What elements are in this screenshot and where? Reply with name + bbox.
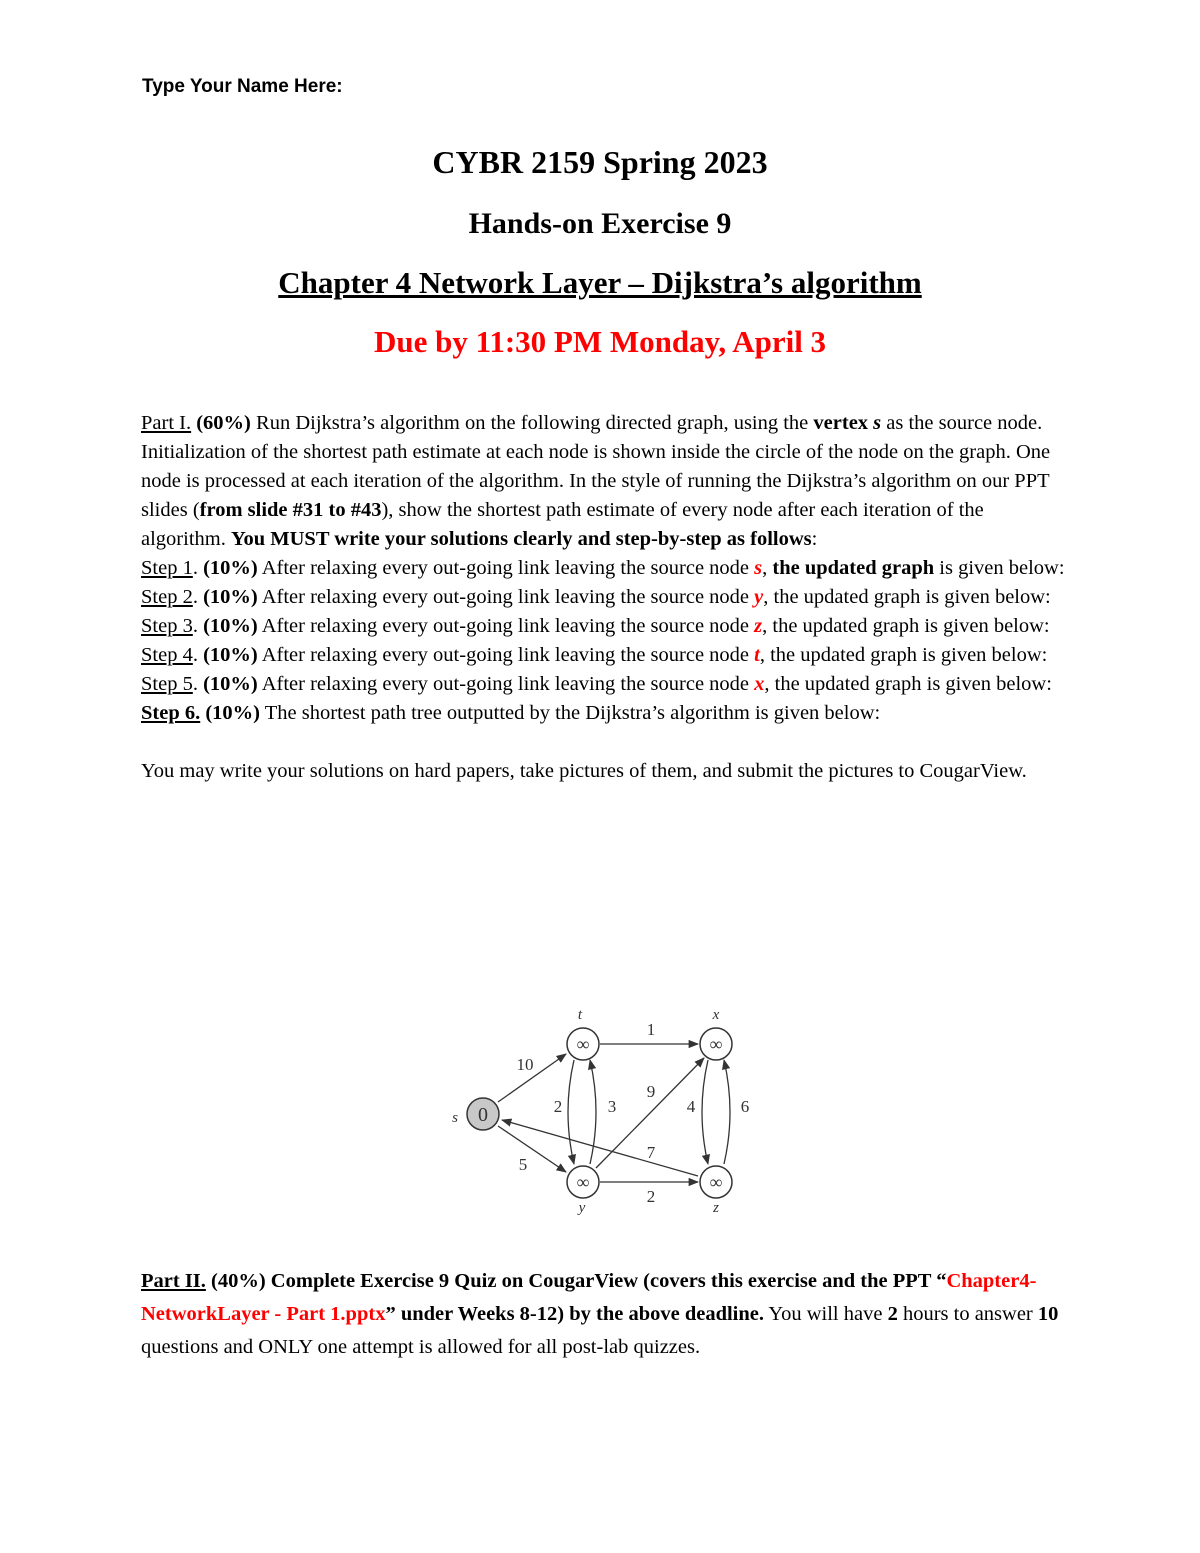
step-6-label: Step 6.	[141, 702, 201, 724]
part1-intro-text-b: as the source node. Initialization of the shortest path estimate at each node is shown inside the circle of the node on the graph. One node is processed at each iteration of the algorithm. In the style of running the Dijkstra’s algorithm on our PPT slides (	[141, 412, 1051, 521]
node-x-label: x	[712, 1007, 720, 1023]
step-3-weight: (10%)	[197, 615, 258, 637]
vertex-label	[813, 412, 881, 434]
step-3-text: After relaxing every out-going link leaving the source node	[257, 615, 755, 637]
part2-section	[141, 1265, 1071, 1364]
part1-intro	[141, 409, 1071, 554]
edge-weight-z-s: 7	[646, 1143, 656, 1162]
edge-weight-y-z: 2	[646, 1187, 656, 1206]
quiz-hours: 2	[887, 1303, 898, 1325]
node-s-label: s	[452, 1110, 458, 1126]
vertex-word: vertex	[813, 412, 874, 434]
step-4: Step 4. (10%) After relaxing every out-going link leaving the source node t, the updated graph is given below:	[141, 644, 1048, 666]
step-4-node: t	[754, 644, 760, 666]
step-5-label: Step 5	[141, 673, 193, 695]
node-s-estimate: 0	[478, 1104, 488, 1126]
step-5-weight: (10%)	[197, 673, 258, 695]
submission-note: You may write your solutions on hard papers, take pictures of them, and submit the pictures to CougarView.	[141, 760, 1027, 782]
node-x	[700, 1007, 732, 1060]
edge-t-y	[568, 1060, 574, 1164]
directed-graph	[440, 1002, 770, 1217]
edge-weight-y-x: 9	[646, 1082, 656, 1101]
vertex-name: s	[873, 412, 882, 434]
node-t	[567, 1007, 599, 1060]
step-3-text-after: , the updated graph is given below:	[762, 615, 1050, 637]
step-5: Step 5. (10%) After relaxing every out-going link leaving the source node x, the updated graph is given below:	[141, 673, 1052, 695]
node-x-estimate: ∞	[709, 1034, 723, 1054]
step-2-label: Step 2	[141, 586, 193, 608]
step-1-weight: (10%)	[197, 557, 258, 579]
step-4-text: After relaxing every out-going link leaving the source node	[257, 644, 755, 666]
edge-weight-x-z: 4	[686, 1097, 696, 1116]
step-5-text-after: , the updated graph is given below:	[764, 673, 1052, 695]
edge-weight-t-x: 1	[646, 1020, 656, 1039]
name-prompt: Type Your Name Here:	[142, 76, 343, 97]
quiz-question-count: 10	[1037, 1303, 1059, 1325]
step-5-text: After relaxing every out-going link leaving the source node	[257, 673, 755, 695]
exercise-title: Hands-on Exercise 9	[468, 207, 732, 240]
edge-weight-z-x: 6	[740, 1097, 750, 1116]
step-5-node: x	[754, 673, 765, 695]
step-1-label: Step 1	[141, 557, 193, 579]
step-6	[141, 699, 1071, 728]
part2-quote-close: ”	[385, 1303, 396, 1325]
step-2-node: y	[754, 586, 764, 608]
edge-s-y	[498, 1126, 566, 1172]
step-1-text-end: is given below:	[934, 557, 1065, 579]
step-1-text: After relaxing every out-going link leaving the source node	[257, 557, 755, 579]
step-6-text: The shortest path tree outputted by the Dijkstra’s algorithm is given below:	[260, 702, 881, 724]
step-4-label: Step 4	[141, 644, 193, 666]
part2-text-c: questions and ONLY one attempt is allowed for all post-lab quizzes.	[141, 1336, 701, 1358]
edge-z-x	[724, 1060, 730, 1164]
part1-intro-text-c: ), show the shortest path estimate of every node after each iteration of the algorithm.	[141, 499, 984, 550]
node-y	[567, 1166, 599, 1216]
step-2-text: After relaxing every out-going link leaving the source node	[257, 586, 755, 608]
step-1-text-after: ,	[762, 557, 773, 579]
step-6-weight: (10%)	[200, 702, 261, 724]
edge-y-t	[590, 1060, 596, 1164]
step-4-text-after: , the updated graph is given below:	[759, 644, 1048, 666]
part2-text-a: You will have	[763, 1303, 888, 1325]
course-title: CYBR 2159 Spring 2023	[432, 144, 768, 180]
part2-label: Part II.	[141, 1270, 206, 1292]
slides-range: from slide #31 to #43	[199, 499, 382, 521]
edge-weight-t-y: 2	[553, 1097, 563, 1116]
chapter-title: Chapter 4 Network Layer – Dijkstra’s algorithm	[278, 265, 922, 300]
part1-section	[141, 409, 1071, 786]
step-1-bold-tail: the updated graph	[772, 557, 935, 579]
step-2-text-after: , the updated graph is given below:	[763, 586, 1051, 608]
step-2: Step 2. (10%) After relaxing every out-going link leaving the source node y, the updated graph is given below:	[141, 586, 1051, 608]
node-y-label: y	[578, 1200, 586, 1216]
ppt-file-name: Chapter4-NetworkLayer - Part 1.pptx	[141, 1270, 1037, 1325]
edge-weight-y-t: 3	[607, 1097, 617, 1116]
step-3-label: Step 3	[141, 615, 193, 637]
part2-quote-open: “	[936, 1270, 947, 1292]
node-z	[700, 1166, 732, 1216]
part2-bold-b: under Weeks 8-12) by the above deadline.	[395, 1303, 764, 1325]
part2-bold-a: (40%) Complete Exercise 9 Quiz on CougarView (covers this exercise and the PPT	[205, 1270, 937, 1292]
part1-intro-text-a: Run Dijkstra’s algorithm on the following directed graph, using the	[250, 412, 814, 434]
node-s	[452, 1098, 499, 1130]
edge-weight-s-t: 10	[516, 1055, 534, 1074]
edge-x-z	[702, 1060, 708, 1164]
node-z-estimate: ∞	[709, 1172, 723, 1192]
part2-text-b: hours to answer	[897, 1303, 1038, 1325]
part1-label: Part I.	[141, 412, 192, 434]
node-y-estimate: ∞	[576, 1172, 590, 1192]
step-3: Step 3. (10%) After relaxing every out-going link leaving the source node z, the updated graph is given below:	[141, 615, 1050, 637]
part1-intro-end: :	[811, 528, 818, 550]
step-3-node: z	[754, 615, 763, 637]
step-2-weight: (10%)	[197, 586, 258, 608]
edge-weight-s-y: 5	[518, 1155, 528, 1174]
must-instruction: You MUST write your solutions clearly and step-by-step as follows	[230, 528, 812, 550]
part1-weight: (60%)	[196, 412, 251, 434]
due-date: Due by 11:30 PM Monday, April 3	[373, 324, 827, 359]
step-1: Step 1. (10%) After relaxing every out-going link leaving the source node s, the updated graph is given below:	[141, 557, 1065, 579]
step-4-weight: (10%)	[197, 644, 258, 666]
node-z-label: z	[713, 1200, 719, 1216]
step-1-node: s	[754, 557, 763, 579]
node-t-estimate: ∞	[576, 1034, 590, 1054]
node-t-label: t	[577, 1007, 583, 1023]
